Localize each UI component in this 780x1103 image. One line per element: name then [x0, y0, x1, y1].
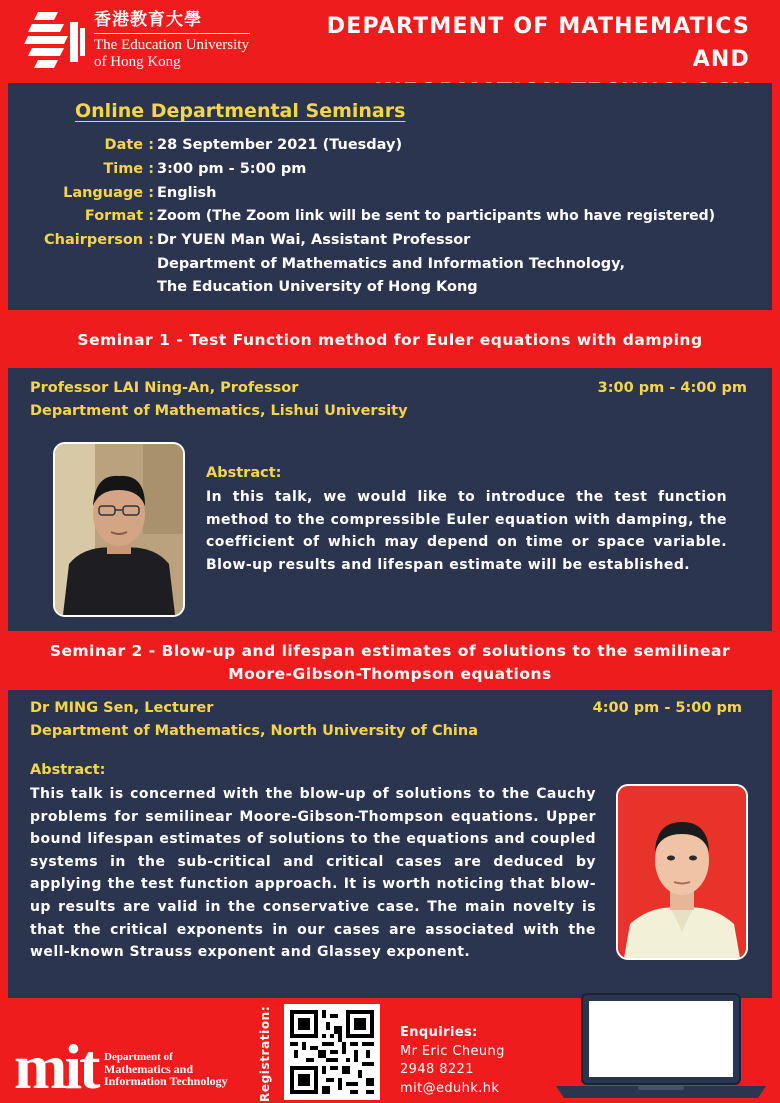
university-english-line2: of Hong Kong [94, 53, 181, 70]
mit-line3: Information Technology [104, 1074, 228, 1088]
mit-logo-letters: mit [14, 1034, 98, 1092]
seminar1-speaker: Professor LAI Ning-An, Professor [30, 380, 299, 396]
department-title-line1: DEPARTMENT OF MATHEMATICS AND [326, 14, 750, 72]
seminar2-abstract-title: Abstract: [30, 762, 106, 778]
speaker-portrait-icon [55, 444, 183, 615]
seminar-series-title: Online Departmental Seminars [75, 100, 406, 122]
language-label: Language [63, 185, 144, 201]
date-label: Date [104, 137, 144, 153]
info-row-chairperson: Chairperson : Dr YUEN Man Wai, Assistant Professor [0, 228, 780, 252]
seminar2-affiliation: Department of Mathematics, North University of China [30, 723, 479, 739]
chairperson-university: The Education University of Hong Kong [157, 279, 478, 295]
seminar2-speaker: Dr MING Sen, Lecturer [30, 700, 214, 716]
chairperson-department: Department of Mathematics and Information Technology, [157, 256, 626, 272]
format-label: Format [84, 208, 144, 224]
seminar2-abstract: This talk is concerned with the blow-up of solutions to the Cauchy problems for semilinear Moore-Gibson-Thompson equations. Upper bound lifespan estimates of solutions to the equations and coupled systems in the sub-critical and critical cases are deduced by applying the test function approach. It is worth noticing that blow-up results are valid in the conservative case. The main novelty is that the critical exponents in our cases are associated with the well-known Strauss exponent and Glassey exponent. [30, 786, 596, 961]
seminar1-affiliation: Department of Mathematics, Lishui University [30, 403, 408, 419]
info-row-time: Time : 3:00 pm - 5:00 pm [0, 157, 780, 181]
speaker-portrait-icon [618, 786, 746, 958]
mit-department-text [104, 1051, 228, 1087]
enquiries-label: Enquiries: [400, 1025, 478, 1040]
info-row-language: Language : English [0, 181, 780, 205]
enquiries-block [400, 1024, 505, 1098]
laptop-icon [552, 990, 770, 1100]
time-label: Time [103, 161, 144, 177]
language-value: English [157, 185, 217, 201]
chairperson-label: Chairperson [43, 232, 144, 248]
mit-line2: Mathematics and [104, 1062, 193, 1076]
seminar1-abstract: In this talk, we would like to introduce the test function method to the compressible Euler equation with damping, the coefficient of which may depend on time or space variable. Blow-up results and lifespan estimate will be established. [206, 489, 727, 573]
registration-label: Registration: [258, 1005, 272, 1102]
eduhk-logo-text [94, 12, 274, 71]
info-row-format: Format : Zoom (The Zoom link will be sent to participants who have registered) [0, 204, 780, 228]
qr-code-icon [290, 1010, 374, 1094]
eduhk-logo-icon [24, 8, 86, 74]
registration-qr-code[interactable] [284, 1004, 380, 1100]
time-value: 3:00 pm - 5:00 pm [157, 161, 307, 177]
mit-line1: Department of [104, 1051, 173, 1063]
date-value: 28 September 2021 (Tuesday) [157, 137, 403, 153]
format-value: Zoom (The Zoom link will be sent to participants who have registered) [157, 208, 716, 224]
university-chinese-name: 香港教育大學 [94, 10, 202, 30]
seminar2-time: 4:00 pm - 5:00 pm [592, 700, 742, 716]
university-english-line1: The Education University [94, 36, 249, 53]
seminar1-heading: Seminar 1 - Test Function method for Euler equations with damping [77, 331, 703, 349]
seminar2-speaker-photo [616, 784, 748, 960]
contact-email[interactable]: mit@eduhk.hk [400, 1080, 500, 1096]
seminar2-heading-line2: Moore-Gibson-Thompson equations [228, 665, 552, 683]
chairperson-value: Dr YUEN Man Wai, Assistant Professor [157, 232, 471, 248]
contact-phone[interactable]: 2948 8221 [400, 1062, 474, 1077]
seminar1-speaker-photo [53, 442, 185, 617]
info-row-date: Date : 28 September 2021 (Tuesday) [0, 133, 780, 157]
mit-logo-icon [14, 1034, 114, 1092]
seminar1-time: 3:00 pm - 4:00 pm [597, 380, 747, 396]
contact-name: Mr Eric Cheung [400, 1043, 505, 1059]
seminar2-heading-line1: Seminar 2 - Blow-up and lifespan estimates of solutions to the semilinear [49, 642, 731, 660]
seminar1-abstract-title: Abstract: [206, 465, 282, 481]
logo-divider [94, 33, 250, 34]
